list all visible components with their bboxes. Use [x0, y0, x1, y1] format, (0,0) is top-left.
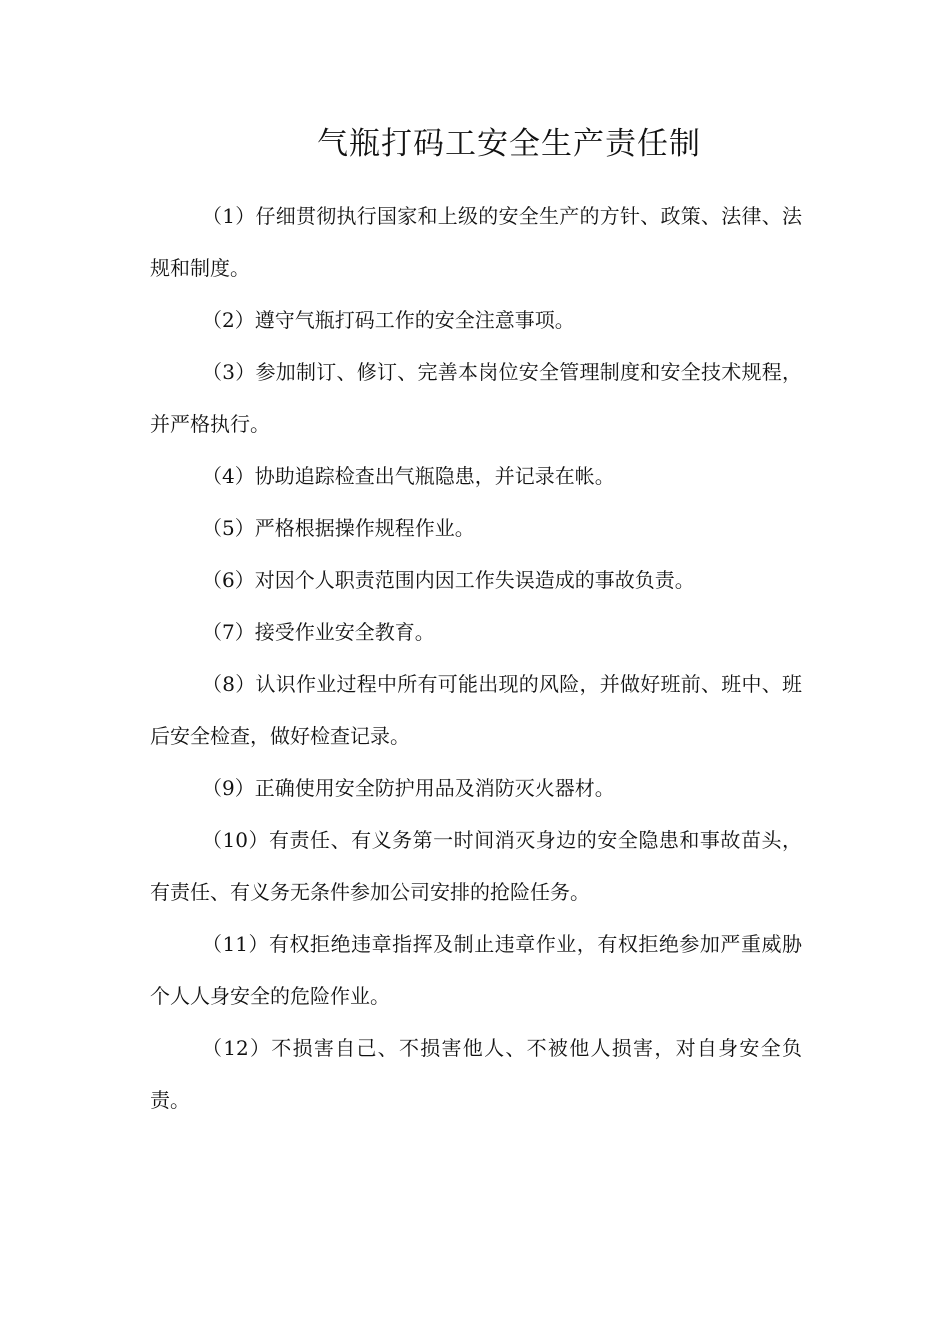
- paragraph-5: （5）严格根据操作规程作业。: [202, 516, 475, 540]
- paragraph-10: （10）有责任、有义务第一时间消灭身边的安全隐患和事故苗头，有责任、有义务无条件参加公司安排的抢险任务。: [150, 828, 802, 904]
- paragraph-7: （7）接受作业安全教育。: [202, 620, 435, 644]
- document-body: [150, 190, 802, 1126]
- paragraph-2: （2）遵守气瓶打码工作的安全注意事项。: [202, 308, 575, 332]
- paragraph-4: （4）协助追踪检查出气瓶隐患，并记录在帐。: [202, 464, 615, 488]
- paragraph-11: （11）有权拒绝违章指挥及制止违章作业，有权拒绝参加严重威胁个人人身安全的危险作业。: [150, 932, 802, 1008]
- paragraph-8: （8）认识作业过程中所有可能出现的风险，并做好班前、班中、班后安全检查，做好检查记录。: [150, 672, 802, 748]
- document-title: 气瓶打码工安全生产责任制: [317, 126, 701, 162]
- paragraph-6: （6）对因个人职责范围内因工作失误造成的事故负责。: [202, 568, 695, 592]
- paragraph-3: （3）参加制订、修订、完善本岗位安全管理制度和安全技术规程，并严格执行。: [150, 360, 802, 436]
- paragraph-12: （12）不损害自己、不损害他人、不被他人损害，对自身安全负责。: [150, 1036, 802, 1112]
- paragraph-9: （9）正确使用安全防护用品及消防灭火器材。: [202, 776, 615, 800]
- paragraph-1: （1）仔细贯彻执行国家和上级的安全生产的方针、政策、法律、法规和制度。: [150, 204, 802, 280]
